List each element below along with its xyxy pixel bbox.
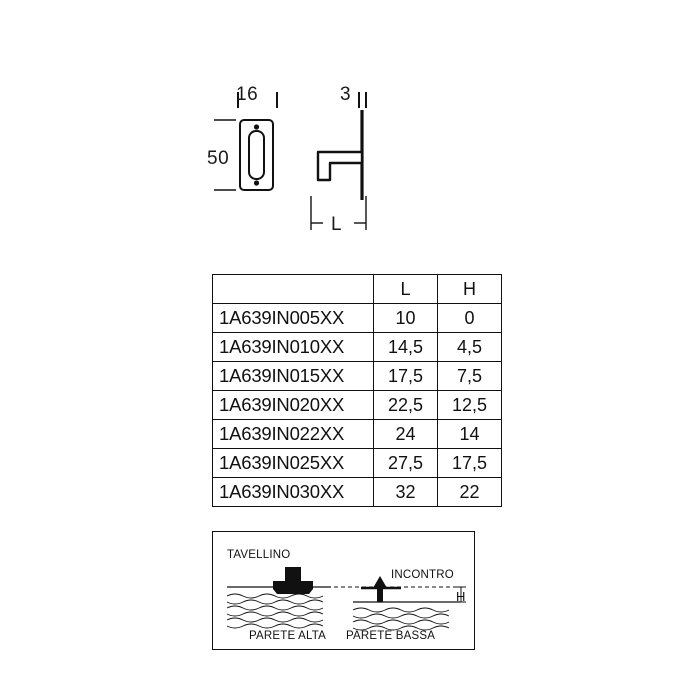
cell-code: 1A639IN020XX [213,391,374,420]
installation-diagram [212,531,475,650]
table-header-h: H [438,275,502,304]
label-parete-alta: PARETE ALTA [249,630,326,642]
cell-l: 27,5 [374,449,438,478]
cell-h: 14 [438,420,502,449]
table-row [213,449,502,478]
label-parete-bassa: PARETE BASSA [346,630,436,642]
table-header-l: L [374,275,438,304]
drawing-svg [0,0,700,250]
dimension-thickness-3: 3 [340,84,352,105]
table-row [213,333,502,362]
dimension-width-16: 16 [236,84,259,105]
table-row [213,391,502,420]
label-incontro: INCONTRO [391,569,454,581]
table-row [213,420,502,449]
cell-l: 32 [374,478,438,507]
label-h-dimension: H [456,589,466,604]
cell-h: 0 [438,304,502,333]
cell-code: 1A639IN015XX [213,362,374,391]
cell-h: 7,5 [438,362,502,391]
table-header-code [213,275,374,304]
dimension-label-l: L [331,214,343,235]
table-header-row [213,275,502,304]
cell-code: 1A639IN010XX [213,333,374,362]
technical-drawing [0,0,700,250]
table-row [213,478,502,507]
cell-l: 17,5 [374,362,438,391]
spec-table [212,274,502,507]
cell-h: 22 [438,478,502,507]
cell-l: 22,5 [374,391,438,420]
cell-h: 12,5 [438,391,502,420]
table-row [213,304,502,333]
table-row [213,362,502,391]
cell-h: 4,5 [438,333,502,362]
dimension-height-50: 50 [207,148,230,169]
cell-l: 14,5 [374,333,438,362]
cell-l: 10 [374,304,438,333]
cell-code: 1A639IN025XX [213,449,374,478]
cell-code: 1A639IN022XX [213,420,374,449]
cell-code: 1A639IN005XX [213,304,374,333]
label-tavellino: TAVELLINO [227,549,291,561]
cell-code: 1A639IN030XX [213,478,374,507]
cell-h: 17,5 [438,449,502,478]
cell-l: 24 [374,420,438,449]
